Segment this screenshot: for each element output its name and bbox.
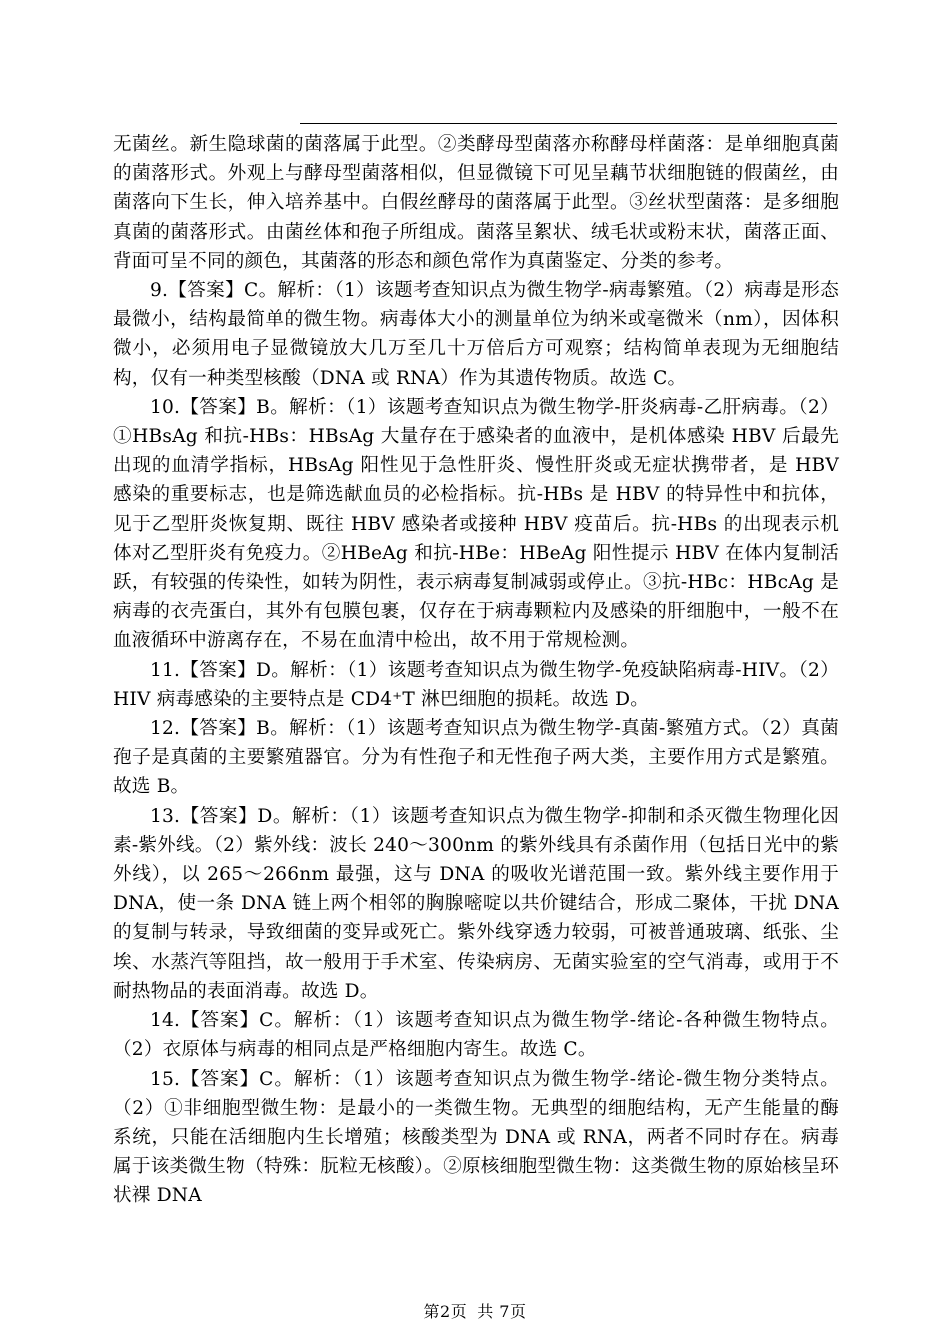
- header-rule: [300, 123, 837, 124]
- paragraph-answer-15: 15.【答案】C。解析：（1）该题考查知识点为微生物学-绪论-微生物分类特点。（2）①非细胞型微生物：是最小的一类微生物。无典型的细胞结构，无产生能量的酶系统，只能在活细胞内生长增殖；核酸类型为 DNA 或 RNA，两者不同时存在。病毒属于该类微生物（特殊：朊粒无核酸）。②原核细胞型微生物：这类微生物的原始核呈环状裸 DNA: [113, 1068, 839, 1207]
- paragraph-answer-10: 10.【答案】B。解析：（1）该题考查知识点为微生物学-肝炎病毒-乙肝病毒。（2）①HBsAg 和抗-HBs：HBsAg 大量存在于感染者的血液中，是机体感染 HBV 后最先出现的血清学指标，HBsAg 阳性见于急性肝炎、慢性肝炎或无症状携带者，是 HBV 感染的重要标志，也是筛选献血员的必检指标。抗-HBs 是 HBV 的特异性中和抗体，见于乙型肝炎恢复期、既往 HBV 感染者或接种 HBV 疫苗后。抗-HBs 的出现表示机体对乙型肝炎有免疫力。②HBeAg 和抗-HBe：HBeAg 阳性提示 HBV 在体内复制活跃，有较强的传染性，如转为阴性，表示病毒复制减弱或停止。③抗-HBc：HBcAg 是病毒的衣壳蛋白，其外有包膜包裹，仅存在于病毒颗粒内及感染的肝细胞中，一般不在血液循环中游离存在，不易在血清中检出，故不用于常规检测。: [113, 396, 839, 652]
- page-number: 第2页: [423, 1302, 468, 1321]
- paragraph-answer-14: 14.【答案】C。解析：（1）该题考查知识点为微生物学-绪论-各种微生物特点。（2）衣原体与病毒的相同点是严格细胞内寄生。故选 C。: [113, 1010, 839, 1061]
- page-total: 共 7页: [477, 1302, 527, 1321]
- page-footer: [0, 1302, 950, 1322]
- paragraph-answer-11: 11.【答案】D。解析：（1）该题考查知识点为微生物学-免疫缺陷病毒-HIV。（2）HIV 病毒感染的主要特点是 CD4⁺T 淋巴细胞的损耗。故选 D。: [113, 659, 839, 710]
- paragraph-fungal-colony-continued: 无菌丝。新生隐球菌的菌落属于此型。②类酵母型菌落亦称酵母样菌落：是单细胞真菌的菌落形式。外观上与酵母型菌落相似，但显微镜下可见呈藕节状细胞链的假菌丝，由菌落向下生长，伸入培养基中。白假丝酵母的菌落属于此型。③丝状型菌落：是多细胞真菌的菌落形式。由菌丝体和孢子所组成。菌落呈絮状、绒毛状或粉末状，菌落正面、背面可呈不同的颜色，其菌落的形态和颜色常作为真菌鉴定、分类的参考。: [113, 134, 839, 272]
- paragraph-answer-13: 13.【答案】D。解析：（1）该题考查知识点为微生物学-抑制和杀灭微生物理化因素-紫外线。（2）紫外线：波长 240～300nm 的紫外线具有杀菌作用（包括日光中的紫外线），以 265～266nm 最强，这与 DNA 的吸收光谱范围一致。紫外线主要作用于 DNA，使一条 DNA 链上两个相邻的胸腺嘧啶以共价键结合，形成二聚体，干扰 DNA 的复制与转录，导致细菌的变异或死亡。紫外线穿透力较弱，可被普通玻璃、纸张、尘埃、水蒸汽等阻挡，故一般用于手术室、传染病房、无菌实验室的空气消毒，或用于不耐热物品的表面消毒。故选 D。: [113, 805, 839, 1002]
- answer-explanations: [113, 130, 839, 1211]
- paragraph-answer-12: 12.【答案】B。解析：（1）该题考查知识点为微生物学-真菌-繁殖方式。（2）真菌孢子是真菌的主要繁殖器官。分为有性孢子和无性孢子两大类，主要作用方式是繁殖。故选 B。: [113, 718, 839, 798]
- paragraph-answer-9: 9.【答案】C。解析：（1）该题考查知识点为微生物学-病毒繁殖。（2）病毒是形态最微小，结构最简单的微生物。病毒体大小的测量单位为纳米或毫微米（nm），因体积微小，必须用电子显微镜放大几万至几十万倍后方可观察；结构简单表现为无细胞结构，仅有一种类型核酸（DNA 或 RNA）作为其遗传物质。故选 C。: [113, 280, 839, 389]
